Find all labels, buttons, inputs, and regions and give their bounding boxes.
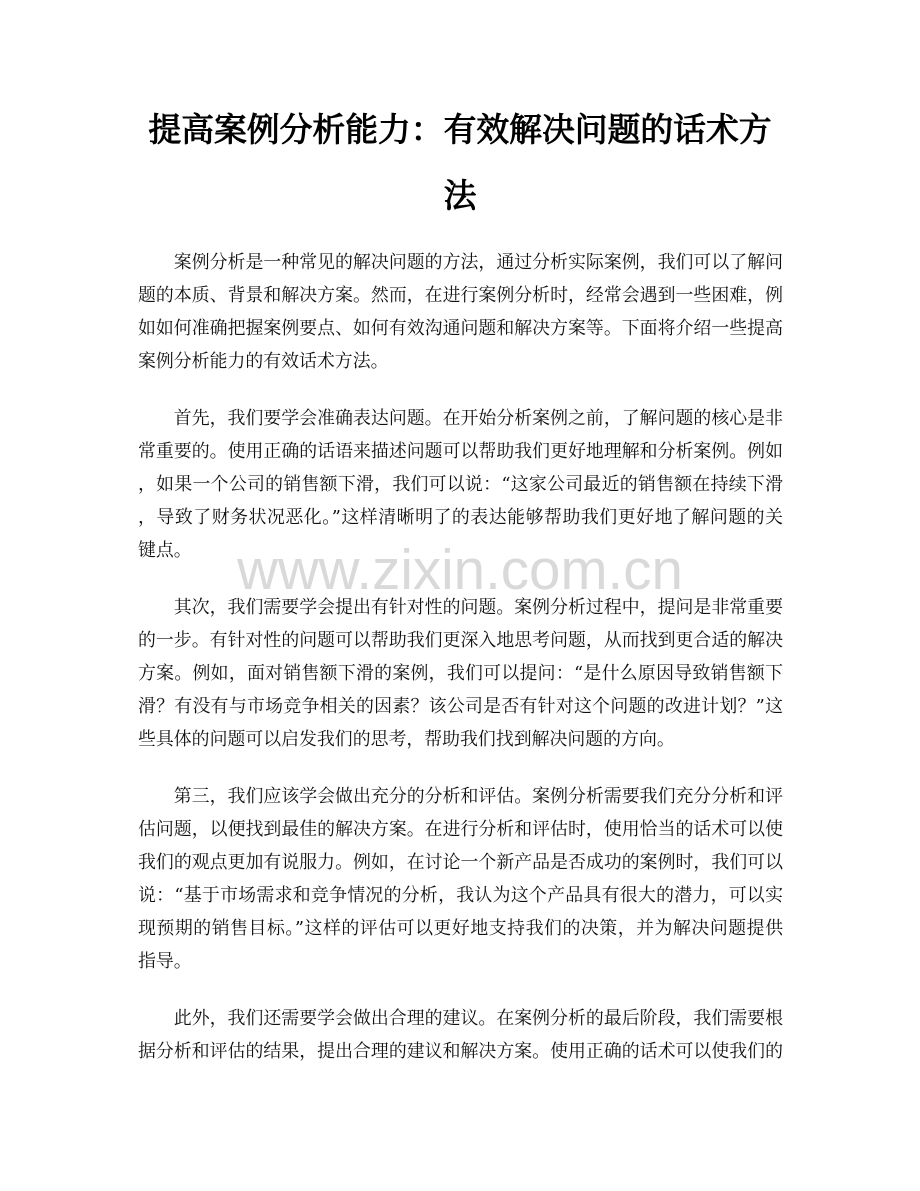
paragraph-line: 估问题，以便找到最佳的解决方案。在进行分析和评估时，使用恰当的话术可以使 [138, 818, 783, 840]
document-body [138, 246, 783, 1068]
watermark: www.zixin.com.cn [237, 538, 683, 601]
paragraph-line: 其次，我们需要学会提出有针对性的问题。案例分析过程中，提问是非常重要 [173, 596, 783, 618]
paragraph-line: 如如何准确把握案例要点、如何有效沟通问题和解决方案等。下面将介绍一些提高 [138, 317, 783, 339]
paragraph [138, 591, 783, 756]
paragraph-line: 方案。例如，面对销售额下滑的案例，我们可以提问：“是什么原因导致销售额下 [138, 662, 783, 684]
paragraph-line: 常重要的。使用正确的话语来描述问题可以帮助我们更好地理解和分析案例。例如 [138, 440, 783, 462]
paragraph-line: 首先，我们要学会准确表达问题。在开始分析案例之前，了解问题的核心是非 [173, 407, 783, 429]
paragraph-line: 此外，我们还需要学会做出合理的建议。在案例分析的最后阶段，我们需要根 [173, 1007, 783, 1029]
paragraph-line: 键点。 [138, 539, 192, 561]
paragraph [138, 780, 783, 978]
paragraph-line: 案例分析是一种常见的解决问题的方法，通过分析实际案例，我们可以了解问 [173, 251, 783, 273]
paragraph-line: 的一步。有针对性的问题可以帮助我们更深入地思考问题，从而找到更合适的解决 [138, 629, 783, 651]
paragraph [138, 246, 783, 378]
paragraph [138, 1002, 783, 1068]
title-line: 法 [443, 176, 477, 215]
paragraph-line: 第三，我们应该学会做出充分的分析和评估。案例分析需要我们充分分析和评 [173, 785, 783, 807]
paragraph-line: 案例分析能力的有效话术方法。 [138, 350, 389, 372]
document-title [0, 97, 920, 229]
title-line: 提高案例分析能力：有效解决问题的话术方 [148, 110, 772, 149]
paragraph-line: 我们的观点更加有说服力。例如，在讨论一个新产品是否成功的案例时，我们可以 [138, 851, 783, 873]
paragraph-line: 据分析和评估的结果，提出合理的建议和解决方案。使用正确的话术可以使我们的 [138, 1040, 783, 1062]
paragraph [138, 402, 783, 567]
paragraph-line: 些具体的问题可以启发我们的思考，帮助我们找到解决问题的方向。 [138, 728, 675, 750]
paragraph-line: 说：“基于市场需求和竞争情况的分析，我认为这个产品具有很大的潜力，可以实 [138, 884, 783, 906]
paragraph-line: ，导致了财务状况恶化。”这样清晰明了的表达能够帮助我们更好地了解问题的关 [138, 506, 783, 528]
paragraph-line: 现预期的销售目标。”这样的评估可以更好地支持我们的决策，并为解决问题提供 [138, 917, 783, 939]
paragraph-line: 滑？有没有与市场竞争相关的因素？该公司是否有针对这个问题的改进计划？”这 [138, 695, 783, 717]
paragraph-line: ，如果一个公司的销售额下滑，我们可以说：“这家公司最近的销售额在持续下滑 [138, 473, 783, 495]
paragraph-line: 题的本质、背景和解决方案。然而，在进行案例分析时，经常会遇到一些困难，例 [138, 284, 783, 306]
paragraph-line: 指导。 [138, 950, 192, 972]
